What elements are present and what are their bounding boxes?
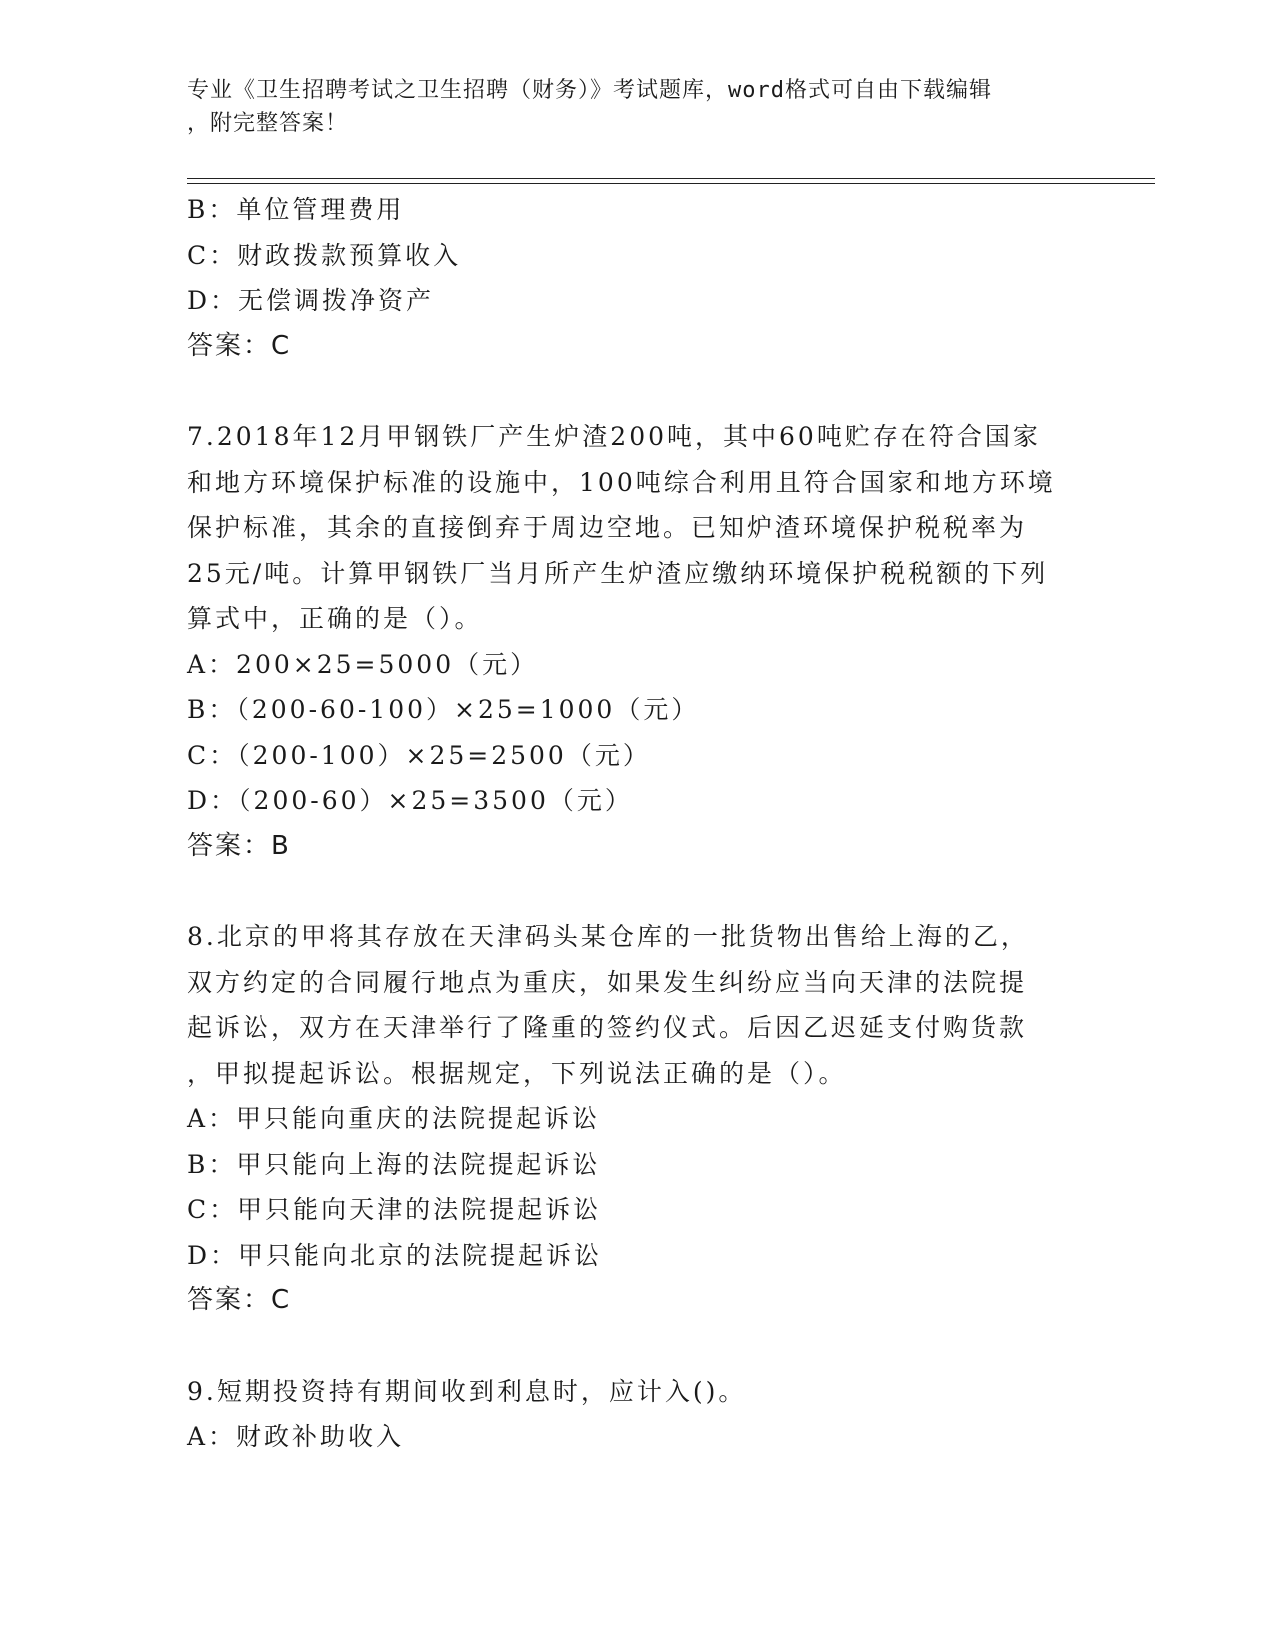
option-a: A：200×25=5000（元） xyxy=(187,649,539,679)
option-d: D：甲只能向北京的法院提起诉讼 xyxy=(187,1240,603,1270)
option-a: A：财政补助收入 xyxy=(187,1422,405,1451)
question-stem-line: 和地方环境保护标准的设施中，100吨综合利用且符合国家和地方环境 xyxy=(187,467,1056,497)
option-c: C：（200-100）×25=2500（元） xyxy=(187,740,651,770)
question-9 xyxy=(187,1369,1087,1460)
answer: 答案：C xyxy=(187,330,292,361)
option-c: C：甲只能向天津的法院提起诉讼 xyxy=(187,1195,602,1224)
question-stem-line: 双方约定的合同履行地点为重庆，如果发生纠纷应当向天津的法院提 xyxy=(187,967,1028,997)
header-line-2: ，附完整答案！ xyxy=(187,111,349,136)
document-header xyxy=(187,74,1087,140)
question-stem-line: 7.2018年12月甲钢铁厂产生炉渣200吨，其中60吨贮存在符合国家 xyxy=(187,422,1041,451)
question-stem-line: 25元/吨。计算甲钢铁厂当月所产生炉渣应缴纳环境保护税税额的下列 xyxy=(187,558,1049,588)
spacer xyxy=(187,369,1087,414)
question-7 xyxy=(187,414,1087,869)
option-b: B：甲只能向上海的法院提起诉讼 xyxy=(187,1149,601,1179)
header-divider xyxy=(187,178,1155,184)
question-stem-line: 算式中，正确的是（）。 xyxy=(187,604,483,633)
question-stem-line: 8.北京的甲将其存放在天津码头某仓库的一批货物出售给上海的乙， xyxy=(187,922,1029,951)
question-stem-line: 保护标准，其余的直接倒弃于周边空地。已知炉渣环境保护税税率为 xyxy=(187,513,1028,542)
spacer xyxy=(187,1324,1087,1369)
answer: 答案：B xyxy=(187,830,291,861)
option-d: D：（200-60）×25=3500（元） xyxy=(187,786,633,815)
question-stem-line: 起诉讼，双方在天津举行了隆重的签约仪式。后因乙迟延支付购货款 xyxy=(187,1013,1028,1042)
header-line-1: 专业《卫生招聘考试之卫生招聘（财务）》考试题库，word格式可自由下载编辑 xyxy=(187,78,992,103)
answer: 答案：C xyxy=(187,1285,292,1315)
question-6-remainder xyxy=(187,187,1087,369)
option-b: B：单位管理费用 xyxy=(187,195,405,224)
spacer xyxy=(187,869,1087,914)
question-stem-line: ，甲拟提起诉讼。根据规定，下列说法正确的是（）。 xyxy=(187,1058,847,1088)
option-b: B：（200-60-100）×25=1000（元） xyxy=(187,695,700,724)
question-content xyxy=(187,187,1087,1460)
option-c: C：财政拨款预算收入 xyxy=(187,240,462,270)
option-d: D：无偿调拨净资产 xyxy=(187,286,435,315)
option-a: A：甲只能向重庆的法院提起诉讼 xyxy=(187,1104,601,1133)
question-8 xyxy=(187,914,1087,1324)
question-stem-line: 9.短期投资持有期间收到利息时，应计入()。 xyxy=(187,1376,747,1406)
